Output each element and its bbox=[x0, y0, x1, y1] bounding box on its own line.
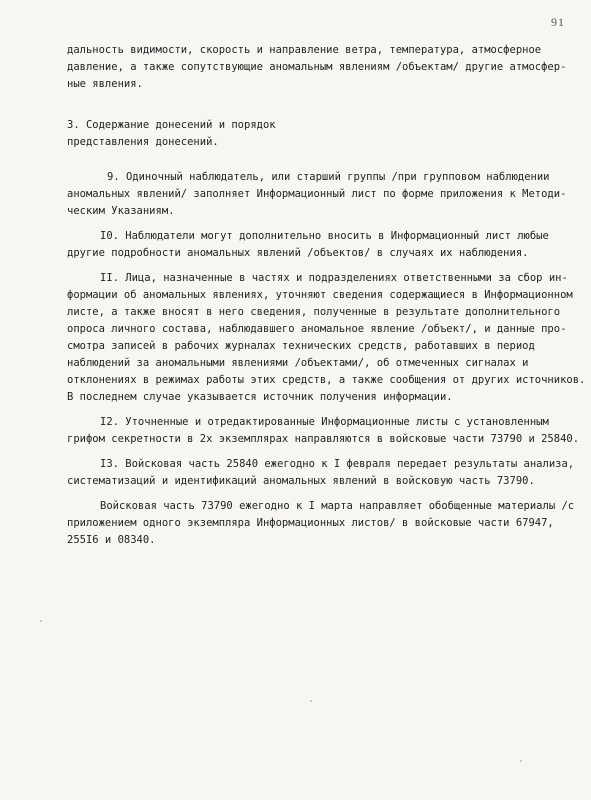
text-line: 9. Одиночный наблюдатель, или старший группы /при групповом наблюдении bbox=[107, 171, 550, 183]
section-heading-line: 3. Содержание донесений и порядок bbox=[67, 119, 276, 131]
text-line: аномальных явлений/ заполняет Информационный лист по форме приложения к Методи- bbox=[67, 188, 567, 200]
text-line: наблюдений за аномальными явлениями /объектами/, об отмеченных сигналах и bbox=[67, 357, 529, 369]
intro-paragraph bbox=[67, 42, 567, 93]
text-line: I0. Наблюдатели могут дополнительно вносить в Информационный лист любые bbox=[100, 230, 549, 242]
document-body bbox=[67, 42, 586, 549]
text-line: листе, а также вносят в него сведения, полученные в результате дополнительного bbox=[67, 306, 561, 318]
text-line: опроса личного состава, наблюдавшего аномальное явление /объект/, и данные про- bbox=[67, 323, 567, 335]
paragraph-13 bbox=[67, 456, 575, 490]
text-line: формации об аномальных явлениях, уточняют сведения содержащиеся в Информационном bbox=[67, 289, 573, 301]
text-line: смотра записей в рабочих журналах технических средств, работавших в период bbox=[67, 340, 535, 352]
text-line: II. Лица, назначенные в частях и подразделениях ответственными за сбор ин- bbox=[100, 272, 568, 284]
page-number: 91 bbox=[551, 15, 565, 29]
paragraph-10 bbox=[67, 228, 567, 262]
section-heading bbox=[67, 117, 567, 151]
text-line: Войсковая часть 73790 ежегодно к I марта направляет обобщенные материалы /с bbox=[100, 500, 575, 512]
text-line: приложением одного экземпляра Информационных листов/ в войсковые части 67947, bbox=[67, 517, 554, 529]
text-line: 255I6 и 08340. bbox=[67, 534, 156, 546]
paragraph-9 bbox=[67, 169, 567, 220]
text-line: В последнем случае указывается источник получения информации. bbox=[67, 391, 453, 403]
paragraph-14 bbox=[67, 498, 575, 549]
text-line: дальность видимости, скорость и направление ветра, температура, атмосферное bbox=[67, 44, 542, 56]
text-line: I3. Войсковая часть 25840 ежегодно к I февраля передает результаты анализа, bbox=[100, 458, 575, 470]
scan-speck bbox=[520, 760, 522, 762]
text-line: I2. Уточненные и отредактированные Информационные листы с установленным bbox=[100, 416, 549, 428]
scan-speck bbox=[40, 620, 42, 622]
text-line: систематизаций и идентификаций аномальных явлений в войсковую часть 73790. bbox=[67, 475, 535, 487]
paragraph-12 bbox=[67, 414, 580, 448]
text-line: грифом секретности в 2х экземплярах направляются в войсковые части 73790 и 25840. bbox=[67, 433, 580, 445]
paragraph-11 bbox=[67, 270, 586, 406]
text-line: ческим Указаниям. bbox=[67, 205, 175, 217]
text-line: отклонениях в режимах работы этих средств, а также сообщения от других источников. bbox=[67, 374, 586, 386]
text-line: другие подробности аномальных явлений /объектов/ в случаях их наблюдения. bbox=[67, 247, 529, 259]
text-line: давление, а также сопутствующие аномальным явлениям /объектам/ другие атмосфер- bbox=[67, 61, 567, 73]
section-heading-line: представления донесений. bbox=[67, 136, 219, 148]
scan-speck bbox=[310, 700, 312, 702]
text-line: ные явления. bbox=[67, 78, 143, 90]
